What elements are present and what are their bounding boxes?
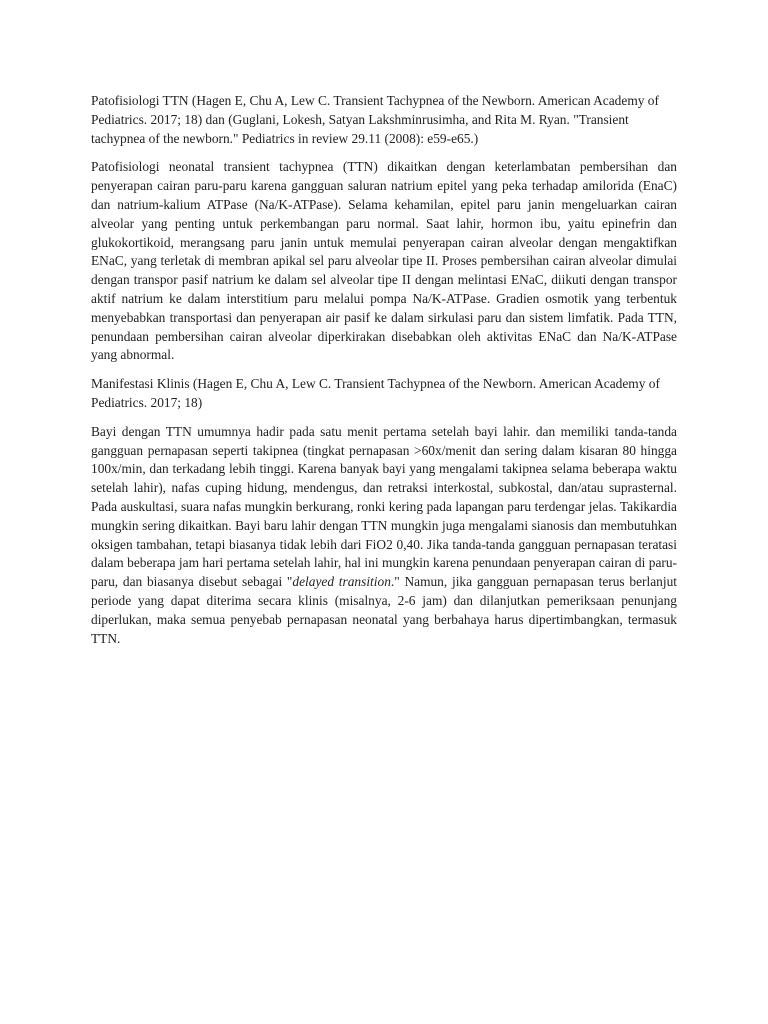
paragraph-clinical-manifestations bbox=[91, 423, 677, 649]
document-page bbox=[91, 92, 677, 658]
section-heading-pathophysiology: Patofisiologi TTN (Hagen E, Chu A, Lew C. Transient Tachypnea of the Newborn. American Academy of Pediatrics. 2017; 18) dan (Guglani, Lokesh, Satyan Lakshminrusimha, and Rita M. Ryan. "Transient tachypnea of the newborn." Pediatrics in review 29.11 (2008): e59-e65.) bbox=[91, 93, 659, 146]
paragraph-text-part2: ." Namun, jika gangguan pernapasan terus berlanjut periode yang dapat diterima secara klinis (misalnya, 2-6 jam) dan dilanjutkan pemeriksaan penunjang diperlukan, maka semua penyebab pernapasan neonatal yang berbahaya harus dipertimbangkan, termasuk TTN. bbox=[91, 574, 677, 646]
section-heading-clinical-manifestations: Manifestasi Klinis (Hagen E, Chu A, Lew C. Transient Tachypnea of the Newborn. American Academy of Pediatrics. 2017; 18) bbox=[91, 376, 660, 410]
paragraph-pathophysiology: Patofisiologi neonatal transient tachypnea (TTN) dikaitkan dengan keterlambatan pembersihan dan penyerapan cairan paru-paru karena gangguan saluran natrium epitel yang peka terhadap amilorida (EnaC) dan natrium-kalium ATPase (Na/K-ATPase). Selama kehamilan, epitel paru janin mengeluarkan cairan alveolar yang penting untuk perkembangan paru normal. Saat lahir, hormon ibu, yaitu epinefrin dan glukokortikoid, merangsang paru janin untuk memulai penyerapan cairan alveolar dengan mengaktifkan ENaC, yang terletak di membran apikal sel paru alveolar tipe II. Proses pembersihan cairan alveolar dimulai dengan transpor pasif natrium ke dalam sel alveolar tipe II dengan melintasi ENaC, diikuti dengan transpor aktif natrium ke dalam interstitium paru melalui pompa Na/K-ATPase. Gradien osmotik yang terbentuk menyebabkan transportasi dan penyerapan air pasif ke dalam sirkulasi paru dan sistem limfatik. Pada TTN, penundaan pembersihan cairan alveolar diperkirakan disebabkan oleh aktivitas ENaC dan Na/K-ATPase yang abnormal. bbox=[91, 159, 677, 363]
paragraph-text-part1: Bayi dengan TTN umumnya hadir pada satu menit pertama setelah bayi lahir. dan memiliki tanda-tanda gangguan pernapasan seperti takipnea (tingkat pernapasan >60x/menit dan sering dalam kisaran 80 hingga 100x/min, dan terkadang lebih tinggi. Karena banyak bayi yang mengalami takipnea selama beberapa waktu setelah lahir), nafas cuping hidung, mendengus, dan retraksi interkostal, subkostal, dan/atau suprasternal. Pada auskultasi, suara nafas mungkin berkurang, ronki kering pada lapangan paru terdengar jelas. Takikardia mungkin sering dikaitkan. Bayi baru lahir dengan TTN mungkin juga mengalami sianosis dan membutuhkan oksigen tambahan, tetapi biasanya tidak lebih dari FiO2 0,40. Jika tanda-tanda gangguan pernapasan teratasi dalam beberapa jam hari pertama setelah lahir, hal ini mungkin karena penundaan penyerapan cairan di paru-paru, dan biasanya disebut sebagai " bbox=[91, 423, 677, 590]
italic-term: delayed transition bbox=[292, 574, 391, 590]
